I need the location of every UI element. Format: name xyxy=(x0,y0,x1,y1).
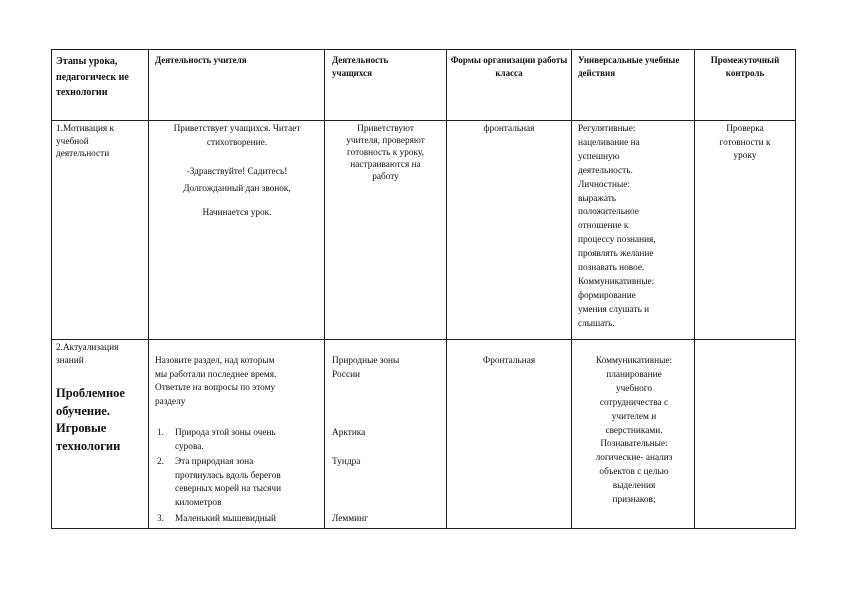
row2-uud-line: признаков; xyxy=(612,495,656,506)
row2-answer-1: Арктика xyxy=(332,428,366,438)
col-divider-4 xyxy=(571,49,572,529)
row2-students-line1: Природные зоны xyxy=(332,356,400,366)
header-class-forms: Формы организации работы класса xyxy=(450,55,568,78)
row1-uud-line: отношение к xyxy=(578,221,629,232)
row2-stage-line: знаний xyxy=(56,355,84,366)
col-divider-1 xyxy=(148,49,149,529)
row1-students-line3: готовность к уроку, xyxy=(347,148,424,158)
list-text-line: протянулась вдоль берегов xyxy=(175,470,281,481)
list-text-line: Эта природная зона xyxy=(175,457,254,467)
row1-control xyxy=(697,123,793,164)
row2-question-3 xyxy=(157,513,323,527)
row1-uud-line: процессу познания, xyxy=(578,235,656,246)
header-control: Промежуточный контроль xyxy=(710,55,780,78)
list-text xyxy=(175,427,341,454)
header-stages: Этапы урока, педагогическ ие технологии xyxy=(56,56,129,98)
row1-uud-line: формирование xyxy=(578,290,636,301)
row2-teacher-line: Ответьте на вопросы по этому xyxy=(155,383,276,394)
row2-question-2 xyxy=(157,456,323,510)
row1-control-line: уроку xyxy=(733,151,757,162)
list-text xyxy=(175,456,341,510)
list-text-line: северных морей на тысячи xyxy=(175,484,282,495)
row1-uud-line: деятельность. xyxy=(578,165,633,176)
list-number: 3. xyxy=(157,514,164,524)
row2-uud-line: учителем и xyxy=(611,411,657,422)
row1-teacher-line1: Приветствует учащихся. Читает xyxy=(173,124,301,134)
row2-uud-line: планирование xyxy=(606,369,662,380)
row1-teacher-line3: -Здравствуйте! Садитесь! xyxy=(186,167,288,177)
row2-teacher-intro xyxy=(155,355,323,409)
row1-uud-line: положительное xyxy=(578,207,639,218)
table-border-right xyxy=(795,49,796,529)
col-divider-5 xyxy=(694,49,695,529)
row1-uud-line: слышать. xyxy=(578,318,615,329)
row2-uud-line: сотрудничества с xyxy=(599,397,669,408)
header-teacher-activity: Деятельность учителя xyxy=(155,55,247,65)
row1-control-line: Проверка xyxy=(726,124,764,134)
row2-teacher-line: разделу xyxy=(155,396,186,407)
row2-technology-line: технологии xyxy=(56,438,121,453)
row2-question-1 xyxy=(157,427,323,454)
row1-uud-line: проявлять желание xyxy=(578,249,654,260)
row2-uud-line: Познавательные: xyxy=(600,439,668,450)
row1-teacher-line4: Долгожданный дан звонок, xyxy=(183,184,291,194)
row1-uud-line: Регулятивные: xyxy=(578,124,636,134)
row2-uud-line: сверстниками. xyxy=(605,425,663,436)
row1-uud-line: Личностные: xyxy=(578,179,630,190)
row2-uud-line: логические- анализ xyxy=(595,453,673,464)
list-text-line: Маленький мышевидный xyxy=(175,514,276,524)
row2-technology-line: Игровые xyxy=(56,421,107,435)
row1-teacher-line5: Начинается урок. xyxy=(202,208,272,218)
row1-students-line1: Приветствуют xyxy=(357,124,414,134)
row2-uud-line: объектов с целью xyxy=(599,467,669,478)
row1-uud-line: умения слушать и xyxy=(578,304,650,315)
list-text-line: Природа этой зоны очень xyxy=(175,428,276,438)
row-divider-1 xyxy=(51,339,796,340)
table-border-bottom xyxy=(51,528,796,529)
header-uud: Универсальные учебные действия xyxy=(578,55,680,78)
lesson-plan-table xyxy=(51,49,796,529)
row2-uud-line: выделения xyxy=(612,481,656,492)
list-number: 2. xyxy=(157,457,164,467)
col-divider-3 xyxy=(446,49,447,529)
row2-uud-line: Коммуникативные: xyxy=(595,356,673,366)
row2-answer-2: Тундра xyxy=(332,457,361,467)
row1-uud-line: успешную xyxy=(578,151,620,162)
list-text-line: сурова. xyxy=(175,441,204,452)
row2-technology-line: обучение. xyxy=(56,403,110,418)
row2-form: Фронтальная xyxy=(482,356,536,366)
row2-uud xyxy=(575,355,693,508)
list-text-line: километров xyxy=(175,497,222,508)
list-number: 1. xyxy=(157,428,164,438)
row1-control-line: готовности к xyxy=(719,137,771,148)
header-student-activity: Деятельность учащихся xyxy=(332,55,389,78)
list-text xyxy=(175,513,341,527)
row1-students-line5: работу xyxy=(372,172,399,182)
row2-students-line2: России xyxy=(332,370,361,380)
row1-uud xyxy=(578,123,690,332)
row2-teacher-line: мы работали последнее время. xyxy=(155,369,277,380)
row1-students-line2: учителя, проверяют xyxy=(346,136,425,146)
row1-form: фронтальная xyxy=(483,124,535,134)
row1-stage: 1.Мотивация к учебной деятельности xyxy=(56,124,115,159)
row-divider-header xyxy=(51,120,796,121)
row2-answer-3: Лемминг xyxy=(332,514,368,524)
row2-technologies xyxy=(56,385,146,455)
row2-stage-line: 2.Актуализация xyxy=(56,343,119,353)
row2-stage xyxy=(56,342,146,367)
row2-technology-line: Проблемное xyxy=(56,386,125,400)
row1-uud-line: выражать xyxy=(578,193,617,204)
row2-uud-line: учебного xyxy=(615,383,653,394)
row1-uud-line: Коммуникативные: xyxy=(578,276,655,287)
row1-uud-line: познавать новое. xyxy=(578,263,645,274)
row1-students-line4: настраиваются на xyxy=(350,160,421,170)
row1-teacher-line2: стихотворение. xyxy=(206,138,268,148)
row1-uud-line: нацеливание на xyxy=(578,137,640,148)
table-border-left xyxy=(51,49,52,529)
row2-teacher-line: Назовите раздел, над которым xyxy=(155,356,275,366)
table-border-top xyxy=(51,49,796,50)
